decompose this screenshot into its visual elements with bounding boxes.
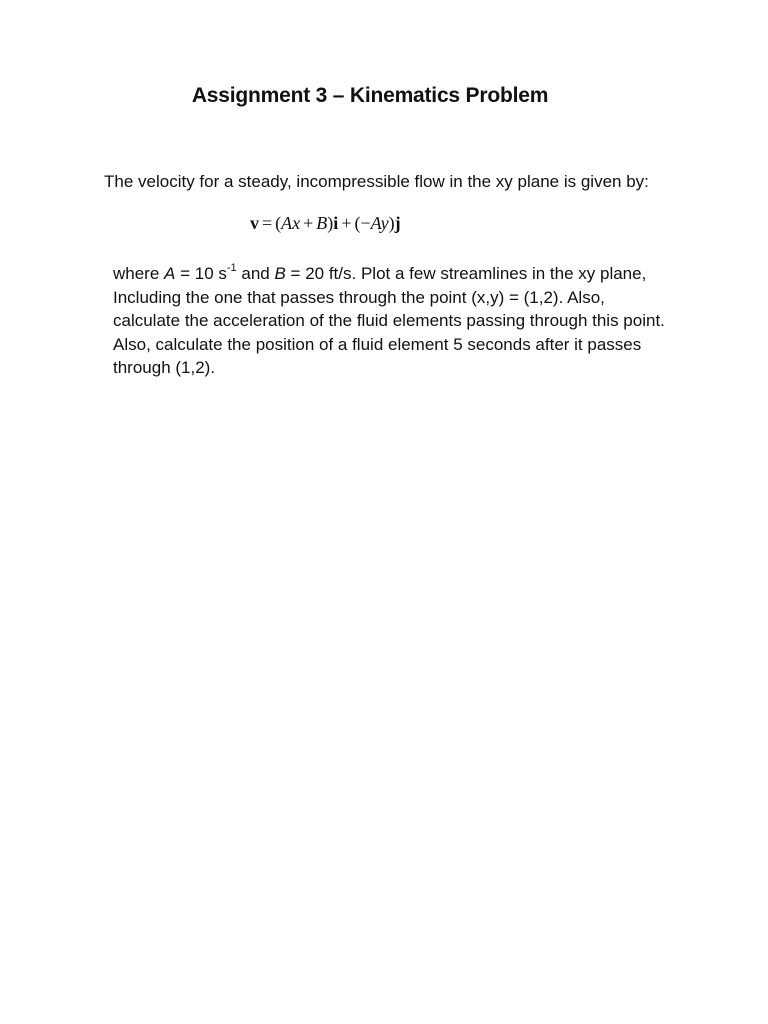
exponent: -1 [226, 262, 237, 275]
page-title: Assignment 3 – Kinematics Problem [191, 84, 549, 107]
details-part-3: and [236, 264, 275, 283]
symbol-a: A [164, 264, 176, 283]
problem-details-paragraph [113, 262, 673, 380]
details-part-4: = 20 ft/s. Plot a few streamlines in the xy plane, Including the one that passes through the point (x,y) = (1,2). Also, calculate the acceleration of the fluid elements passing through this point. Also, calculate the position of a fluid element 5 seconds after it passes through (1,2). [113, 264, 665, 377]
unit-vector-i: i [333, 213, 339, 233]
velocity-vector-symbol: v [250, 213, 259, 233]
intro-paragraph: The velocity for a steady, incompressible flow in the xy plane is given by: [104, 172, 649, 191]
term-b: B [316, 213, 328, 233]
close-paren-1: ) [327, 213, 334, 233]
velocity-equation [250, 213, 401, 234]
term-ay: Ay [370, 213, 389, 233]
minus-sign: − [360, 213, 371, 233]
equals-sign: = [262, 213, 273, 233]
details-part-1: where [113, 264, 165, 283]
details-part-2: = 10 s [175, 264, 227, 283]
symbol-b: B [274, 264, 286, 283]
plus-sign-1: + [303, 213, 314, 233]
close-paren-2: ) [388, 213, 395, 233]
unit-vector-j: j [394, 213, 401, 233]
plus-sign-2: + [341, 213, 352, 233]
open-paren-2: ( [354, 213, 361, 233]
open-paren-1: ( [275, 213, 282, 233]
term-ax: Ax [281, 213, 301, 233]
